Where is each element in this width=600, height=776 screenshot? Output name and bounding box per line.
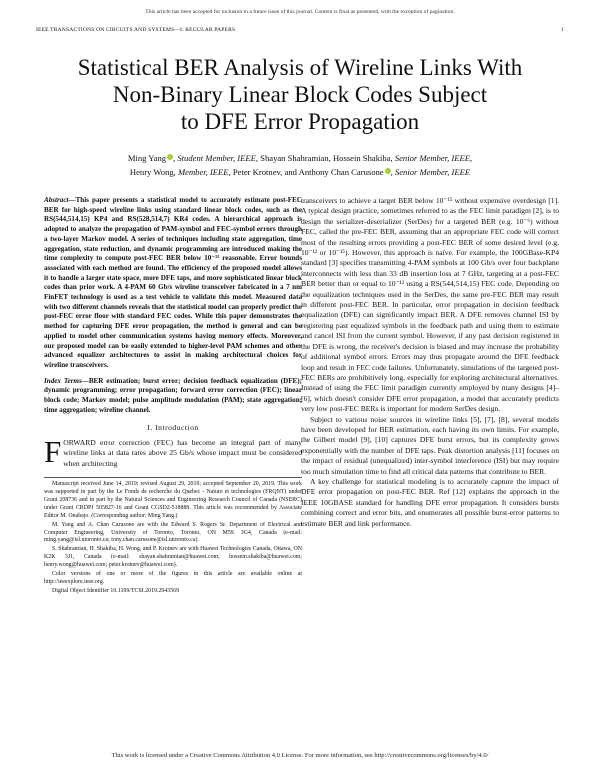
- abstract: [44, 196, 302, 371]
- author-names: , Shayan Shahramian, Hossein Shakiba,: [255, 153, 395, 163]
- footnotes: [44, 477, 302, 596]
- author-membership: , Senior Member, IEEE: [390, 167, 471, 177]
- footnote: Manuscript received June 14, 2019; revised August 29, 2019; accepted September 20, 2019. This work was supported in part by the Le Fonds de recherche du Quebec - Nature et technologies (FRQNT) under Grant 208736 and in part by the Natural Sciences and Engineering Research Council of Canada (NSERC) under Grant CRDPJ 505827-16 and Grant CGSD2-518889. This article was recommended by Associate Editor M. Onabajo. (Corresponding author: Ming Yang.): [44, 481, 302, 519]
- running-head: [36, 27, 564, 33]
- author-membership: , Student Member, IEEE: [173, 153, 256, 163]
- index-terms: [44, 377, 302, 416]
- right-column: [301, 196, 559, 529]
- left-column: [44, 196, 302, 597]
- title-line-1: Statistical BER Analysis of Wireline Links With: [77, 55, 523, 80]
- footnote: Color versions of one or more of the figures in this article are available online at http://ieeexplore.ieee.org.: [44, 571, 302, 585]
- intro-text: ORWARD error correction (FEC) has become an integral part of many wireline links at data rates above 25 Gb/s whose impact must be considered when architecting: [63, 437, 302, 468]
- body-paragraph: Subject to various noise sources in wireline links [5], [7], [8], several models have been developed for BER estimation, each having its own limits. For example, the Gilbert model [9], [10] captures DFE burst errors, but its complexity grows exponentially with the number of DFE taps. Peak distortion analysis [11] focuses on the impact of residual (unequalized) inter-symbol interference (ISI) but may require too much simulation time to find all critical data patterns that contribute to BER.: [301, 414, 559, 476]
- index-terms-label: Index Terms—: [44, 376, 89, 385]
- license-notice: This work is licensed under a Creative Commons Attribution 4.0 License. For more information, see http://creativecommons.org/licenses/by/4.0/: [111, 752, 489, 759]
- author-name: Henry Wong,: [129, 167, 178, 177]
- author-names: , Peter Krotnev, and Anthony Chan Carusone: [228, 167, 384, 177]
- title-line-3: to DFE Error Propagation: [180, 109, 420, 134]
- acceptance-notice: This article has been accepted for inclusion in a future issue of this journal. Content is final as presented, with the exception of pagination.: [145, 9, 455, 15]
- intro-paragraph: [44, 433, 302, 469]
- abstract-text: This paper presents a statistical model to accurately estimate post-FEC BER for high-speed wireline links using standard linear block codes, such as the RS(544,514,15) KP4 and RS(528,514,7) KR4 codes. A hierarchical approach is adopted to analyze the propagation of PAM-symbol and FEC-symbol errors through a two-layer Markov model. A series of techniques including state aggregation, time aggregation, state reduction, and dynamic programming are introduced making the time complexity to compute post-FEC BER below 10⁻¹⁵ reasonable. Error bounds associated with each method are found. The efficiency of the proposed model allows it to handle a larger state space, more DFE taps, and more sophisticated linear block codes than prior work. A 4-PAM 60 Gb/s wireline transceiver fabricated in a 7 nm FinFET technology is used as a test vehicle to validate this model. Measured data with two different channels reveals that the statistical model can properly predict the post-FEC error floor with standard FEC codes. While this paper demonstrates the method for capturing DFE error propagation, the method is general and can be applied to model other communication systems having memory effects. Moreover, our proposed model can be easily extended to higher-level PAM schemes and other advanced equalizer architectures to assist in making architectural choices for wireline transceivers.: [44, 196, 302, 369]
- footnote: M. Yang and A. Chan Carusone are with the Edward S. Rogers Sr. Department of Electrical and Computer Engineering, University of Toronto, Toronto, ON M5S 3G4, Canada (e-mail: ming.yang@isl.utoronto.ca; tony.chan.carusone@isl.utoronto.ca).: [44, 521, 302, 544]
- author-membership: Member, IEEE: [177, 167, 229, 177]
- index-terms-text: BER estimation; burst error; decision feedback equalization (DFE); dynamic programming; error propagation; forward error correction (FEC); linear block code; Markov model; pulse amplitude modulation (PAM); state aggregation; time aggregation; wireline channel.: [44, 376, 303, 414]
- author-name: Ming Yang: [127, 153, 167, 163]
- journal-name: IEEE TRANSACTIONS ON CIRCUITS AND SYSTEMS—I: REGULAR PAPERS: [36, 27, 236, 33]
- page-number: 1: [561, 27, 564, 33]
- abstract-label: Abstract—: [44, 196, 76, 204]
- footnote: S. Shahramian, H. Shakiba, H. Wong, and P. Krotnev are with Huawei Technologies Canada, Ottawa, ON K2K 3J1, Canada (e-mail: shayan.shahramian@huawei.com; hossein.shakiba@huawei.com; henry.wong@huawei.com; peter.krotnev@huawei.com).: [44, 546, 302, 569]
- drop-cap: F: [44, 433, 62, 469]
- body-paragraph: transceivers to achieve a target BER below 10⁻¹⁵ without expensive overdesign [1]. A typical design practice, sometimes referred to as the FEC limit paradigm [2], is to design the serializer-deserializer (SerDes) for a targeted BER (e.g. 10⁻⁶) without FEC, called the pre-FEC BER, assuming that an appropriate FEC code will correct most of the resulting errors providing a post-FEC BER of some desired level (e.g. 10⁻¹² or 10⁻¹⁵). However, this approach is naïve. For example, the 100GBase-KP4 standard [3] specifies transmitting 4-PAM symbols at 100 Gb/s over four backplane interconnects with less than 33 dB insertion loss at 7 GHz, targeting at a post-FEC BER better than or equal to 10⁻¹² using a RS(544,514,15) FEC code. Depending on the equalization techniques used in the SerDes, the same pre-FEC BER may result in different post-FEC BER. In particular, error propagation in decision feedback equalization (DFE) can significantly impact BER. A DFE removes channel ISI by registering past equalized symbols in the feedback path and using them to estimate and cancel ISI from the current symbol. However, if any past decision registered in the DFE is wrong, the receiver's decision is biased and may increase the probability of additional symbol errors. Errors may thus propagate around the DFE feedback loop and result in FEC code failures. Unfortunately, simulations of the targeted post-FEC BERs are prohibitively long, especially for exploring architectural alternatives. Instead of using the FEC limit paradigm currently employed by many designs [4]–[6], which doesn't consider DFE error propagation, a model that accurately predicts very low post-FEC BERs is important for modern SerDes design.: [301, 196, 559, 414]
- title-line-2: Non-Binary Linear Block Codes Subject: [112, 82, 488, 107]
- author-list: Ming Yang , Student Member, IEEE, Shayan Shahramian, Hossein Shakiba, Senior Member, IEEE, Henry Wong, Member, IEEE, Peter Krotnev, and Anthony Chan Carusone , Senior Member, IEEE: [127, 153, 473, 177]
- footnote-doi: Digital Object Identifier 10.1109/TCSI.2019.2943569: [52, 587, 180, 594]
- paper-title: [40, 54, 560, 135]
- author-membership: Senior Member, IEEE: [394, 153, 470, 163]
- body-paragraph: A key challenge for statistical modeling is to accurately capture the impact of DFE error propagation on post-FEC BER. Ref [12] explains the approach in the IEEE 10GBASE standard for handling DFE error propagation. It considers bursts combining correct and error bits, and enumerates all possible burst-error patterns to estimate BER and link performance.: [301, 476, 559, 528]
- section-heading: I. Introduction: [147, 423, 199, 433]
